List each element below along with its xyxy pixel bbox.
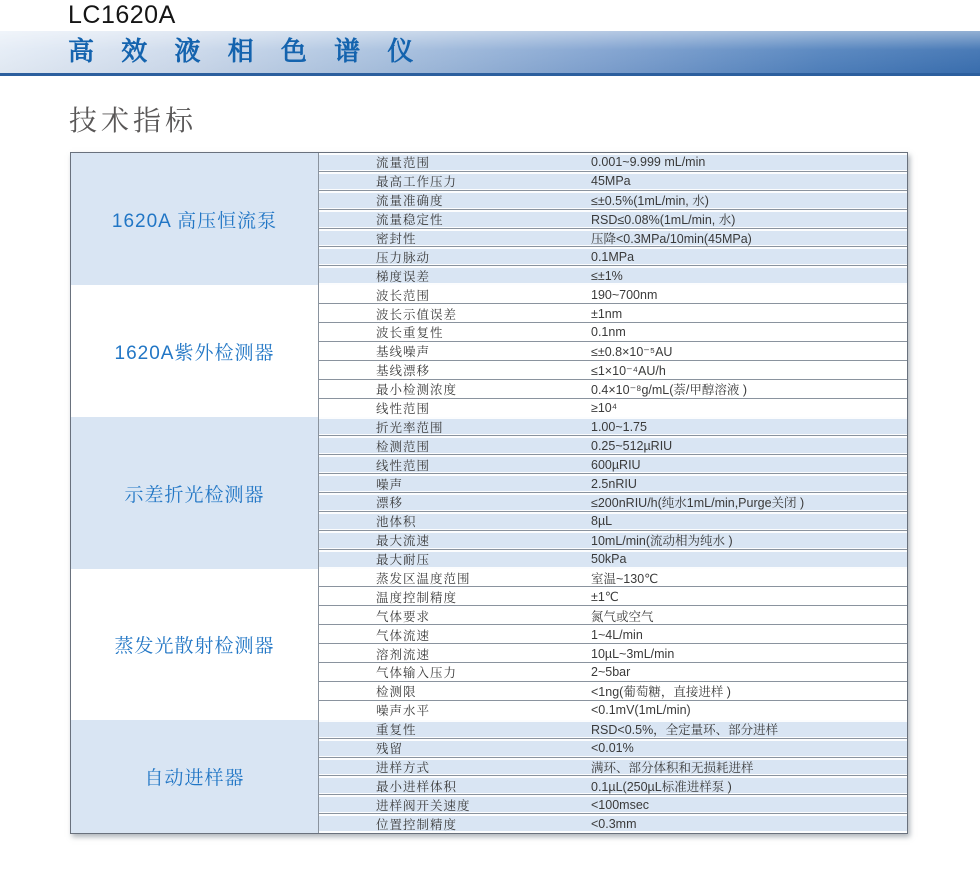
spec-label: 线性范围 bbox=[376, 402, 431, 417]
spec-section bbox=[71, 720, 907, 833]
section-rows bbox=[319, 285, 907, 417]
spec-label: 气体输入压力 bbox=[376, 666, 458, 681]
spec-label: 噪声水平 bbox=[376, 704, 431, 719]
spec-value: RSD≤0.08%(1mL/min, 水) bbox=[591, 213, 736, 228]
spec-value: 0.1MPa bbox=[591, 249, 635, 264]
spec-label: 最大流速 bbox=[376, 534, 431, 549]
section-rows bbox=[319, 417, 907, 568]
section-header-cell bbox=[71, 720, 319, 833]
spec-row bbox=[319, 682, 907, 701]
spec-label: 最小进样体积 bbox=[376, 779, 458, 794]
spec-label: 基线噪声 bbox=[376, 345, 431, 360]
spec-row bbox=[319, 587, 907, 606]
spec-value: 压降<0.3MPa/10min(45MPa) bbox=[591, 232, 752, 246]
spec-value: 1~4L/min bbox=[591, 627, 643, 642]
spec-row bbox=[319, 776, 907, 795]
spec-row bbox=[319, 606, 907, 625]
spec-label: 折光率范围 bbox=[376, 420, 444, 435]
spec-value: ≤±0.8×10⁻⁵AU bbox=[591, 344, 673, 359]
section-header-cell bbox=[71, 417, 319, 568]
spec-value: 45MPa bbox=[591, 174, 631, 189]
spec-value: 190~700nm bbox=[591, 287, 658, 302]
spec-row bbox=[319, 323, 907, 342]
spec-row bbox=[319, 210, 907, 229]
spec-value: 1.00~1.75 bbox=[591, 419, 647, 434]
spec-value: 10µL~3mL/min bbox=[591, 646, 675, 661]
spec-value: 满环、部分体积和无损耗进样 bbox=[591, 760, 754, 775]
spec-value: <0.01% bbox=[591, 741, 634, 756]
spec-value: ≤±0.5%(1mL/min, 水) bbox=[591, 194, 709, 209]
section-header-cell bbox=[71, 285, 319, 417]
section-title: 1620A 高压恒流泵 bbox=[111, 210, 278, 232]
spec-label: 进样阀开关速度 bbox=[376, 798, 471, 813]
section-rows bbox=[319, 153, 907, 285]
spec-label: 波长范围 bbox=[376, 288, 431, 303]
spec-value: RSD<0.5%，全定量环、部分进样 bbox=[591, 723, 779, 738]
spec-value: 0.001~9.999 mL/min bbox=[591, 155, 706, 170]
spec-row bbox=[319, 739, 907, 758]
spec-label: 噪声 bbox=[376, 477, 404, 492]
spec-value: <1ng(葡萄糖，直接进样 ) bbox=[591, 685, 731, 700]
spec-label: 温度控制精度 bbox=[376, 590, 458, 605]
specs-heading: 技术指标 bbox=[69, 105, 198, 136]
spec-row bbox=[319, 569, 907, 588]
spec-label: 流量准确度 bbox=[376, 194, 444, 209]
spec-value: 室温~130℃ bbox=[591, 572, 659, 587]
spec-row bbox=[319, 229, 907, 248]
spec-row bbox=[319, 172, 907, 191]
spec-value: ≤1×10⁻⁴AU/h bbox=[591, 363, 666, 378]
spec-label: 波长示值误差 bbox=[376, 307, 458, 322]
spec-row bbox=[319, 758, 907, 777]
spec-label: 蒸发区温度范围 bbox=[376, 572, 471, 587]
spec-row bbox=[319, 342, 907, 361]
spec-row bbox=[319, 493, 907, 512]
spec-value: 0.4×10⁻⁸g/mL(萘/甲醇溶液 ) bbox=[591, 383, 748, 398]
spec-row bbox=[319, 191, 907, 210]
spec-row bbox=[319, 266, 907, 285]
spec-value: ≥10⁴ bbox=[591, 401, 618, 416]
spec-label: 最小检测浓度 bbox=[376, 383, 458, 398]
spec-row bbox=[319, 285, 907, 304]
spec-label: 梯度误差 bbox=[376, 269, 431, 284]
section-rows bbox=[319, 720, 907, 833]
spec-row bbox=[319, 663, 907, 682]
spec-label: 压力脉动 bbox=[376, 250, 431, 265]
spec-section bbox=[71, 417, 907, 568]
spec-label: 漂移 bbox=[376, 496, 404, 511]
spec-value: 0.1nm bbox=[591, 325, 626, 340]
banner-title: 高 效 液 相 色 谱 仪 bbox=[68, 36, 424, 66]
spec-row bbox=[319, 417, 907, 436]
spec-value: <0.1mV(1mL/min) bbox=[591, 703, 691, 718]
spec-row bbox=[319, 625, 907, 644]
section-title: 1620A紫外检测器 bbox=[114, 342, 275, 364]
spec-value: 8µL bbox=[591, 514, 613, 529]
spec-label: 气体要求 bbox=[376, 609, 431, 624]
spec-value: ≤±1% bbox=[591, 268, 623, 283]
section-header-cell bbox=[71, 153, 319, 285]
spec-row bbox=[319, 455, 907, 474]
spec-label: 检测范围 bbox=[376, 439, 431, 454]
product-banner bbox=[0, 31, 980, 76]
spec-value: 2.5nRIU bbox=[591, 476, 637, 491]
section-rows bbox=[319, 569, 907, 720]
section-title: 自动进样器 bbox=[144, 767, 245, 789]
spec-value: 0.1µL(250µL标准进样泵 ) bbox=[591, 779, 732, 794]
spec-value: ±1nm bbox=[591, 306, 623, 321]
spec-value: 50kPa bbox=[591, 552, 627, 567]
spec-row bbox=[319, 436, 907, 455]
spec-label: 最大耐压 bbox=[376, 553, 431, 568]
spec-row bbox=[319, 701, 907, 720]
spec-row bbox=[319, 304, 907, 323]
spec-label: 气体流速 bbox=[376, 628, 431, 643]
spec-label: 线性范围 bbox=[376, 458, 431, 473]
spec-label: 重复性 bbox=[376, 723, 417, 738]
section-header-cell bbox=[71, 569, 319, 720]
spec-row bbox=[319, 361, 907, 380]
spec-label: 进样方式 bbox=[376, 760, 431, 775]
spec-row bbox=[319, 247, 907, 266]
spec-label: 最高工作压力 bbox=[376, 175, 458, 190]
spec-value: 0.25~512µRIU bbox=[591, 438, 673, 453]
spec-label: 基线漂移 bbox=[376, 364, 431, 379]
spec-row bbox=[319, 380, 907, 399]
spec-label: 检测限 bbox=[376, 685, 417, 700]
spec-row bbox=[319, 644, 907, 663]
spec-label: 波长重复性 bbox=[376, 326, 444, 341]
spec-value: 氮气或空气 bbox=[591, 609, 654, 624]
spec-value: <0.3mm bbox=[591, 816, 637, 831]
section-title: 示差折光检测器 bbox=[124, 484, 265, 506]
section-title: 蒸发光散射检测器 bbox=[114, 635, 275, 657]
spec-row bbox=[319, 512, 907, 531]
spec-table bbox=[70, 152, 908, 834]
spec-section bbox=[71, 285, 907, 417]
spec-row bbox=[319, 720, 907, 739]
spec-value: ≤200nRIU/h(纯水1mL/min,Purge关闭 ) bbox=[591, 496, 805, 511]
spec-label: 池体积 bbox=[376, 515, 417, 530]
spec-row bbox=[319, 399, 907, 418]
spec-label: 溶剂流速 bbox=[376, 647, 431, 662]
spec-row bbox=[319, 550, 907, 569]
spec-value: 10mL/min(流动相为纯水 ) bbox=[591, 534, 733, 549]
spec-label: 位置控制精度 bbox=[376, 817, 458, 832]
model-title: LC1620A bbox=[68, 1, 176, 29]
spec-value: 2~5bar bbox=[591, 665, 631, 680]
spec-section bbox=[71, 569, 907, 720]
spec-row bbox=[319, 474, 907, 493]
spec-label: 流量范围 bbox=[376, 156, 431, 171]
spec-row bbox=[319, 814, 907, 833]
spec-section bbox=[71, 153, 907, 285]
spec-label: 流量稳定性 bbox=[376, 213, 444, 228]
spec-value: ±1℃ bbox=[591, 590, 619, 605]
spec-label: 密封性 bbox=[376, 232, 417, 246]
spec-row bbox=[319, 153, 907, 172]
spec-row bbox=[319, 795, 907, 814]
spec-label: 残留 bbox=[376, 742, 404, 757]
spec-row bbox=[319, 531, 907, 550]
spec-value: 600µRIU bbox=[591, 457, 641, 472]
spec-value: <100msec bbox=[591, 797, 650, 812]
